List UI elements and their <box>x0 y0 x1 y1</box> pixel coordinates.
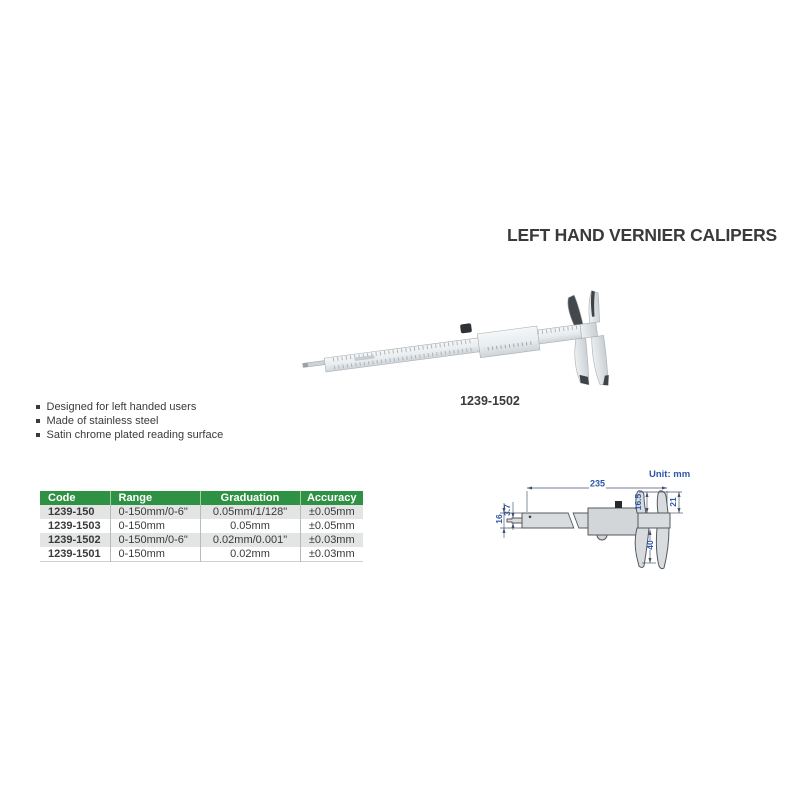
feature-item <box>36 414 223 428</box>
column-header-accuracy: Accuracy <box>300 491 363 505</box>
cell-graduation: 0.02mm/0.001" <box>200 533 300 547</box>
photo-knob <box>460 323 472 333</box>
cell-accuracy: ±0.03mm <box>300 533 363 547</box>
cell-accuracy: ±0.03mm <box>300 547 363 562</box>
dimension-drawing <box>486 456 786 596</box>
cell-code: 1239-1501 <box>40 547 110 562</box>
drawing-head <box>638 513 670 528</box>
table-row <box>40 533 363 547</box>
cell-code: 1239-150 <box>40 505 110 519</box>
feature-text: Satin chrome plated reading surface <box>46 429 224 441</box>
drawing-lower-right-jaw <box>656 528 669 569</box>
photo-upper-left-jaw <box>567 294 583 325</box>
cell-range: 0-150mm/0-6" <box>110 533 200 547</box>
dim-label-rod-thickness: 3.7 <box>502 504 512 516</box>
dim-label-lower-jaw-depth: 40 <box>645 540 655 550</box>
cell-graduation: 0.02mm <box>200 547 300 562</box>
page-title: LEFT HAND VERNIER CALIPERS <box>507 225 777 245</box>
drawing-depth-rod <box>507 518 522 523</box>
drawing-lock-screw <box>615 501 622 508</box>
dim-label-upper-jaw-height: 21 <box>668 497 678 507</box>
drawing-slider <box>588 508 638 535</box>
cell-graduation: 0.05mm <box>200 519 300 533</box>
cell-code: 1239-1503 <box>40 519 110 533</box>
spec-table <box>40 491 363 562</box>
feature-item <box>36 400 223 414</box>
bullet-square-icon <box>36 419 40 423</box>
table-row <box>40 547 363 562</box>
drawing-thumb-roller <box>597 535 607 540</box>
unit-label: Unit: mm <box>649 469 691 480</box>
cell-accuracy: ±0.05mm <box>300 505 363 519</box>
feature-text: Made of stainless steel <box>46 415 159 427</box>
photo-rod-tip <box>303 363 308 368</box>
table-header-row <box>40 491 363 505</box>
feature-list <box>36 400 223 442</box>
cell-range: 0-150mm <box>110 547 200 562</box>
cell-range: 0-150mm/0-6" <box>110 505 200 519</box>
dim-label-overall-length: 235 <box>589 478 606 489</box>
photo-caption: 1239-1502 <box>460 394 520 408</box>
column-header-code: Code <box>40 491 110 505</box>
column-header-graduation: Graduation <box>200 491 300 505</box>
cell-accuracy: ±0.05mm <box>300 519 363 533</box>
dim-label-upper-jaw-inner: 16.5 <box>633 493 643 511</box>
feature-item <box>36 428 223 442</box>
caliper-photo <box>298 280 616 392</box>
drawing-upper-right-jaw <box>657 491 668 513</box>
bullet-square-icon <box>36 433 40 437</box>
table-row <box>40 519 363 533</box>
cell-graduation: 0.05mm/1/128" <box>200 505 300 519</box>
photo-head <box>580 322 598 338</box>
cell-range: 0-150mm <box>110 519 200 533</box>
column-header-range: Range <box>110 491 200 505</box>
feature-text: Designed for left handed users <box>46 401 197 413</box>
table-row <box>40 505 363 519</box>
cell-code: 1239-1502 <box>40 533 110 547</box>
drawing-beam-hole <box>529 516 532 519</box>
bullet-square-icon <box>36 405 40 409</box>
dim-label-beam-height: 16 <box>494 514 504 524</box>
